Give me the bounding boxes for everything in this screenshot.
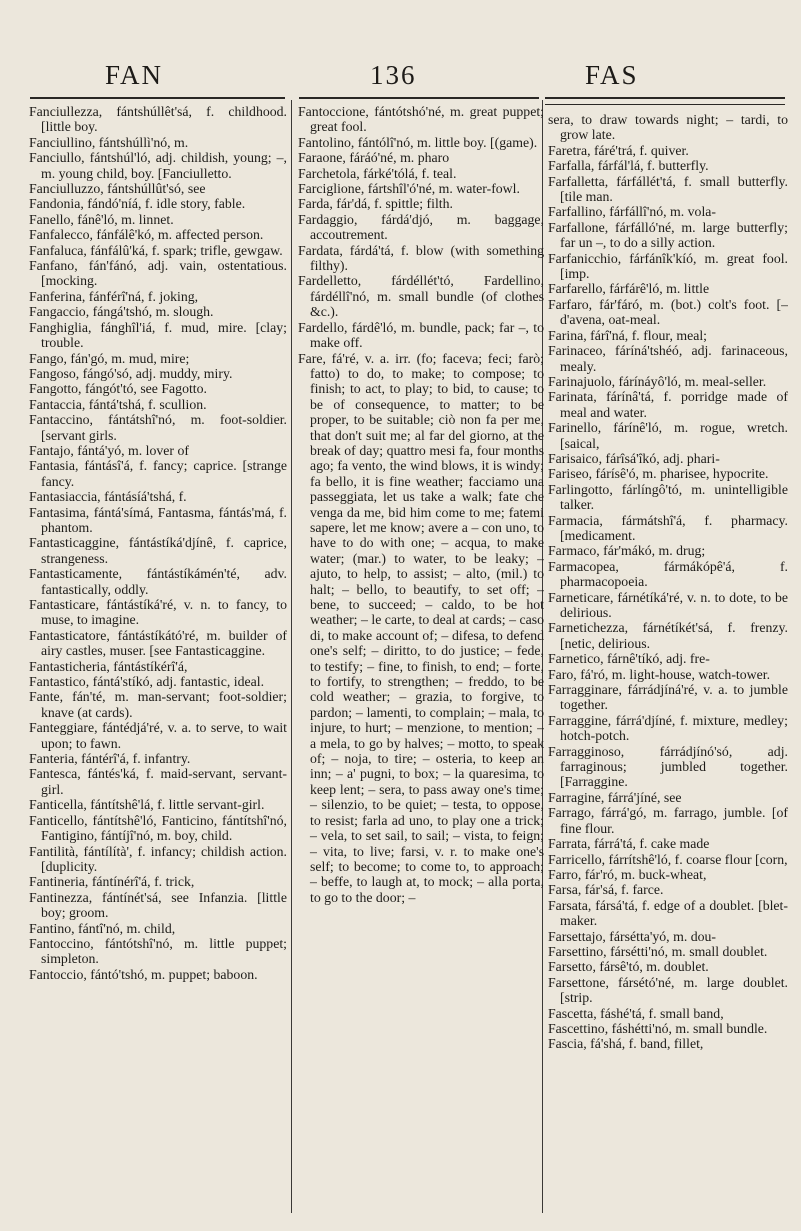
dictionary-entry: Fangaccio, fángá'tshó, m. slough.	[29, 304, 214, 320]
dictionary-entry: Farfallone, fárfálló'né, m. large butterfly; far un –, to do a silly action.	[548, 219, 788, 251]
dictionary-entry: Faraone, fáráó'né, m. pharo	[298, 150, 450, 166]
header-right-guideword: FAS	[585, 60, 639, 90]
dictionary-entry: Fantoccino, fántótshî'nó, m. little puppet; simpleton.	[29, 935, 287, 967]
dictionary-entry: Fantajo, fántá'yó, m. lover of	[29, 442, 189, 458]
dictionary-entry: Fantasticheria, fántástíkérî'á,	[29, 658, 188, 674]
dictionary-entry: Farricello, fárrítshê'ló, f. coarse flour [corn,	[548, 851, 788, 867]
dictionary-entry: sera, to draw towards night; – tardi, to grow late.	[548, 112, 788, 143]
column-right	[548, 112, 788, 1217]
dictionary-entry: Fare, fá'ré, v. a. irr. (fo; faceva; feci; farò; fatto) to do, to make; to compose; to finish; to act, to play; to bid, to cause; to be of consequence, to matter; to be proper, to be suitable; ciò non fa per me, that don't suit me; al far del giorno, at the break of day; quattro mesi fa, four months ago; fa vento, the wind blows, it is windy; fa bello, it is fine weather; facciamo una passeggiata, let us take a walk; fate che venga da me, bid him come to me; fatemi sapere, let me know; avere a – con uno, to have to do with one; – acqua, to make water; (mar.) to water, to be leaky; – ajuto, to help, to assist; – alto, (mil.) to halt; – bello, to beautify, to set off; – bene, to succeed; – caldo, to be hot weather; – le carte, to deal at cards; – caso di, to make account of; – difesa, to defend one's self; – diritto, to do justice; – fede, to testify; – fine, to finish, to end; – forte, to fortify, to strengthen; – freddo, to be cold weather; – grazia, to forgive, to pardon; – lamenti, to complain; – mala, to injure, to hurt; – menzione, to mention; – a mela, to go by halves; – motto, to speak of; – noja, to tire; – osteria, to keep an inn; – a' pugni, to box; – la quaresima, to keep lent; – sera, to pass away one's time; – silenzio, to be quiet; – testa, to oppose, to resist; farla ad uno, to play one a trick; – vela, to set sail, to sail; – vista, to feign; – vita, to live; farsi, v. r. to make one's self; to become; to come to, to approach; – beffe, to laugh at, to mock; – alla porta, to go to the door; –	[298, 350, 544, 905]
dictionary-entry: Farlingotto, fárlíngô'tó, m. unintelligible talker.	[548, 481, 788, 513]
column-middle	[298, 104, 544, 1217]
header-rule	[545, 104, 785, 105]
dictionary-entry: Farfaro, fár'fáró, m. (bot.) colt's foot. [– d'avena, oat-meal.	[548, 296, 788, 328]
dictionary-entry: Fantino, fántî'nó, m. child,	[29, 920, 176, 936]
dictionary-entry: Fascetta, fáshé'tá, f. small band,	[548, 1005, 724, 1021]
dictionary-entry: Farrata, fárrá'tá, f. cake made	[548, 836, 710, 852]
dictionary-entry: Fascia, fá'shá, f. band, fillet,	[548, 1036, 704, 1052]
dictionary-entry: Fantasima, fántá'símá, Fantasma, fántás'má, f. phantom.	[29, 504, 287, 535]
dictionary-entry: Farinello, fárínê'ló, m. rogue, wretch. [saical,	[548, 420, 788, 451]
dictionary-entry: Fantoccio, fántó'tshó, m. puppet; baboon.	[29, 966, 258, 982]
dictionary-entry: Fanteggiare, fántédjá'ré, v. a. to serve, to wait upon; to fawn.	[29, 720, 287, 751]
dictionary-entry: Fantasticaggine, fántástíká'djínê, f. caprice, strangeness.	[29, 535, 287, 566]
dictionary-entry: Farmaco, fár'mákó, m. drug;	[548, 543, 706, 559]
dictionary-entry: Farsettino, fársétti'nó, m. small doublet.	[548, 943, 768, 959]
dictionary-entry: Farsettajo, fársétta'yó, m. dou-	[548, 928, 717, 944]
dictionary-entry: Fanello, fánê'ló, m. linnet.	[29, 211, 174, 227]
dictionary-entry: Farsetto, fársê'tó, m. doublet.	[548, 959, 709, 975]
dictionary-entry: Farnetichezza, fárnétíkét'sá, f. frenzy. [netic, delirious.	[548, 620, 788, 651]
dictionary-entry: Farsettone, fársétó'né, m. large doublet. [strip.	[548, 974, 788, 1006]
dictionary-entry: Fariseo, fárísê'ó, m. pharisee, hypocrite.	[548, 466, 769, 482]
dictionary-entry: Fantasia, fántásî'á, f. fancy; caprice. [strange fancy.	[29, 458, 287, 489]
dictionary-entry: Farragginare, fárrádjíná'ré, v. a. to jumble together.	[548, 682, 788, 713]
dictionary-entry: Fardello, fárdê'ló, m. bundle, pack; far –, to make off.	[298, 319, 544, 351]
dictionary-entry: Fantilità, fántílítà', f. infancy; childish action. [duplicity.	[29, 843, 287, 874]
dictionary-entry: Farneticare, fárnétíká'ré, v. n. to dote, to be delirious.	[548, 589, 788, 620]
header-rule	[299, 97, 539, 99]
dictionary-entry: Fantaccia, fántá'tshá, f. scullion.	[29, 396, 207, 412]
dictionary-entry: Faretra, fáré'trá, f. quiver.	[548, 142, 689, 158]
dictionary-entry: Farraggine, fárrá'djíné, f. mixture, medley; hotch-potch.	[548, 712, 788, 744]
header-rule	[30, 97, 285, 99]
dictionary-entry: Fantolino, fántólî'nó, m. little boy. [(game).	[298, 134, 538, 150]
header-left-guideword: FAN	[105, 60, 164, 90]
dictionary-entry: Farragine, fárrá'jíné, see	[548, 789, 682, 805]
dictionary-entry: Farisaico, fárîsá'îkó, adj. phari-	[548, 450, 720, 466]
dictionary-entry: Fanfano, fán'fánó, adj. vain, ostentatious. [mocking.	[29, 258, 287, 289]
dictionary-entry: Fanciulluzzo, fántshúllût'só, see	[29, 181, 206, 197]
dictionary-entry: Faro, fá'ró, m. light-house, watch-tower.	[548, 666, 771, 682]
dictionary-entry: Farfarello, fárfárê'ló, m. little	[548, 281, 710, 297]
dictionary-entry: Fandonia, fándó'níá, f. idle story, fable.	[29, 196, 246, 212]
dictionary-entry: Fardata, fárdá'tá, f. blow (with something filthy).	[298, 242, 544, 274]
dictionary-entry: Fantasticamente, fántástíkámén'té, adv. fantastically, oddly.	[29, 566, 287, 597]
dictionary-entry: Farinajuolo, fárínáyô'ló, m. meal-seller.	[548, 373, 767, 389]
dictionary-entry: Fango, fán'gó, m. mud, mire;	[29, 350, 190, 366]
dictionary-entry: Fantesca, fántés'ká, f. maid-servant, servant-girl.	[29, 766, 287, 797]
dictionary-entry: Fardaggio, fárdá'djó, m. baggage, accoutrement.	[298, 211, 544, 243]
dictionary-entry: Fanciullino, fántshúllì'nó, m.	[29, 134, 189, 150]
dictionary-entry: Fantaccino, fántátshî'nó, m. foot-soldier. [servant girls.	[29, 412, 287, 443]
dictionary-entry: Fascettino, fáshétti'nó, m. small bundle.	[548, 1020, 768, 1036]
dictionary-entry: Fantineria, fántínérî'á, f. trick,	[29, 874, 195, 890]
dictionary-entry: Fanciullezza, fántshúllêt'sá, f. childhood. [little boy.	[29, 104, 287, 135]
dictionary-entry: Farfallino, fárfállî'nó, m. vola-	[548, 204, 716, 220]
dictionary-entry: Fanteria, fántérî'á, f. infantry.	[29, 751, 191, 767]
dictionary-entry: Fantoccione, fántótshó'né, m. great puppet; great fool.	[298, 104, 544, 135]
dictionary-entry: Fanciullo, fántshúl'ló, adj. childish, young; –, m. young child, boy. [Fanciulletto.	[29, 150, 287, 181]
dictionary-entry: Fardelletto, fárdéllét'tó, Fardellino, fárdéllî'nó, m. small bundle (of clothes &c.).	[298, 273, 544, 320]
dictionary-entry: Farmacia, fármátshî'á, f. pharmacy. [medicament.	[548, 512, 788, 543]
dictionary-entry: Fantasiaccia, fántásíá'tshá, f.	[29, 489, 187, 505]
dictionary-entry: Fangoso, fángó'só, adj. muddy, miry.	[29, 365, 233, 381]
dictionary-entry: Farragginoso, fárrádjínó'só, adj. farraginous; jumbled together. [Farraggine.	[548, 743, 788, 790]
dictionary-entry: Farsata, fársá'tá, f. edge of a doublet. [blet-maker.	[548, 897, 788, 929]
dictionary-entry: Fanticello, fántítshê'ló, Fanticino, fántítshî'nó, Fantigino, fántíjî'nó, m. boy, child.	[29, 812, 287, 844]
column-divider	[291, 100, 292, 1213]
page-number: 136	[370, 60, 417, 90]
header-rule	[545, 97, 785, 99]
dictionary-entry: Farfalletta, fárfállét'tá, f. small butterfly. [tile man.	[548, 173, 788, 205]
dictionary-entry: Fanghiglia, fánghîl'iá, f. mud, mire. [clay; trouble.	[29, 319, 287, 351]
dictionary-entry: Farinata, fárínâ'tá, f. porridge made of meal and water.	[548, 389, 788, 420]
dictionary-entry: Fantinezza, fántínét'sá, see Infanzia. [little boy; groom.	[29, 889, 287, 921]
dictionary-entry: Farnetico, fárnê'tíkó, adj. fre-	[548, 651, 710, 667]
dictionary-entry: Farmacopea, fármákópê'á, f. pharmacopoeia.	[548, 558, 788, 590]
dictionary-entry: Fante, fán'té, m. man-servant; foot-soldier; knave (at cards).	[29, 689, 287, 720]
dictionary-entry: Farina, fárî'ná, f. flour, meal;	[548, 327, 708, 343]
dictionary-entry: Farciglione, fártshîl'ó'né, m. water-fowl.	[298, 181, 520, 197]
dictionary-entry: Farsa, fár'sá, f. farce.	[548, 882, 664, 898]
dictionary-entry: Fanferina, fánférî'ná, f. joking,	[29, 288, 199, 304]
dictionary-entry: Fanfaluca, fánfálû'ká, f. spark; trifle, gewgaw.	[29, 242, 283, 258]
dictionary-entry: Farchetola, fárké'tólá, f. teal.	[298, 165, 457, 181]
dictionary-entry: Fanticella, fántítshê'lá, f. little servant-girl.	[29, 797, 265, 813]
dictionary-entry: Farfanicchio, fárfánîk'kíó, m. great fool. [imp.	[548, 250, 788, 282]
dictionary-entry: Farrago, fárrá'gó, m. farrago, jumble. [of fine flour.	[548, 805, 788, 836]
column-left	[29, 104, 287, 1217]
dictionary-entry: Farro, fár'ró, m. buck-wheat,	[548, 866, 707, 882]
dictionary-entry: Fantastico, fántá'stíkó, adj. fantastic, ideal.	[29, 674, 265, 690]
dictionary-entry: Fangotto, fángót'tó, see Fagotto.	[29, 381, 207, 397]
dictionary-entry: Fantasticare, fántástíká'ré, v. n. to fancy, to muse, to imagine.	[29, 597, 287, 628]
dictionary-entry: Fanfalecco, fánfálê'kó, m. affected person.	[29, 227, 264, 243]
dictionary-entry: Fantasticatore, fántástíkátó'ré, m. builder of airy castles, muser. [see Fantasticaggine.	[29, 627, 287, 659]
dictionary-entry: Farda, fár'dá, f. spittle; filth.	[298, 196, 453, 212]
dictionary-entry: Farfalla, fárfál'lá, f. butterfly.	[548, 158, 709, 174]
dictionary-entry: Farinaceo, fáríná'tshéó, adj. farinaceous, mealy.	[548, 343, 788, 374]
